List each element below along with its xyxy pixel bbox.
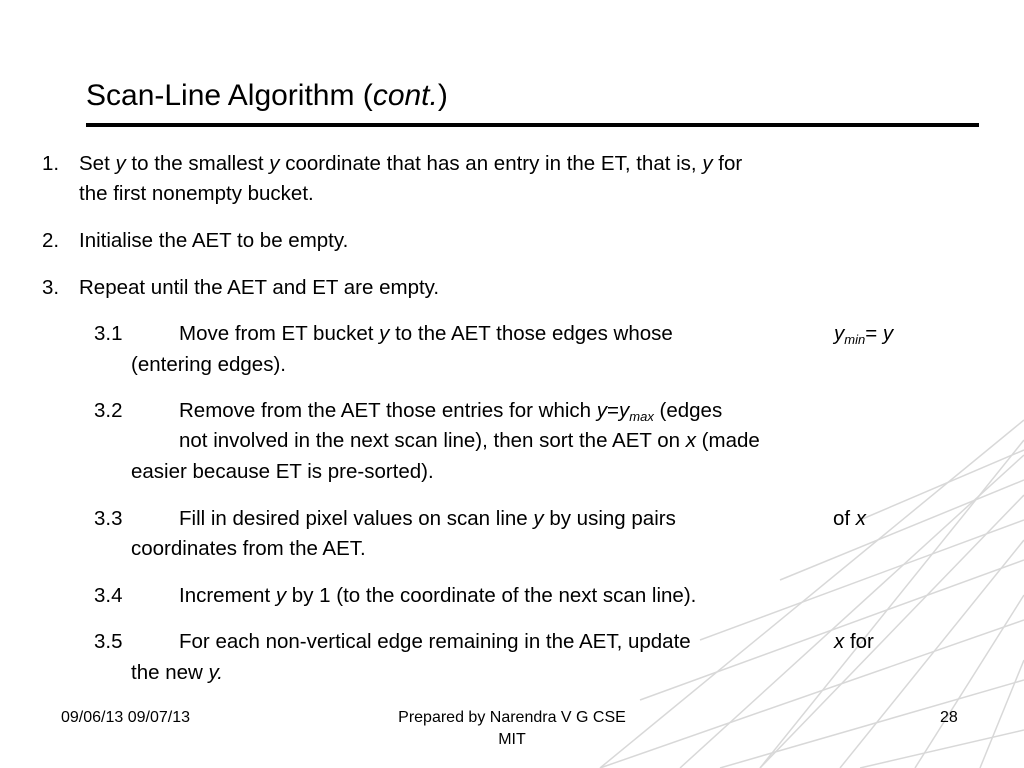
substep-3-5-line-1: For each non-vertical edge remaining in the AET, update xyxy=(179,630,691,653)
substep-3-3-of-x: of x xyxy=(833,507,867,530)
substep-3-1-number: 3.1 xyxy=(94,322,123,345)
substep-3-3-line-1: Fill in desired pixel values on scan line y by using pairs xyxy=(179,507,676,530)
substep-3-2-line-2: not involved in the next scan line), then sort the AET on x (made xyxy=(179,429,760,452)
substep-3-4-line-1: Increment y by 1 (to the coordinate of the next scan line). xyxy=(179,584,697,607)
substep-3-1-line-2: (entering edges). xyxy=(131,353,286,376)
title-text: Scan-Line Algorithm ( xyxy=(86,79,373,112)
substep-3-2-line-3: easier because ET is pre-sorted). xyxy=(131,460,434,483)
substep-3-5-x-for: x for xyxy=(834,630,874,653)
footer-author xyxy=(370,707,654,751)
footer-author-line-1: Prepared by Narendra V G CSE xyxy=(398,709,626,726)
substep-3-5-line-2: the new y. xyxy=(131,661,223,684)
step-3-text: Repeat until the AET and ET are empty. xyxy=(79,276,440,299)
substep-3-2-number: 3.2 xyxy=(94,399,123,422)
footer-author-line-2: MIT xyxy=(498,731,526,748)
substep-3-2-line-1: Remove from the AET those entries for which $y=y_{max}$ (edges xyxy=(179,399,723,424)
title-close-paren: ) xyxy=(437,79,448,112)
substep-3-1-ymin: $y_{min}= y$ xyxy=(834,322,894,347)
substep-3-3-number: 3.3 xyxy=(94,507,123,530)
step-2-text: Initialise the AET to be empty. xyxy=(79,229,349,252)
step-3-number: 3. xyxy=(42,276,60,299)
step-1-line-2: the first nonempty bucket. xyxy=(79,182,314,205)
footer-date: 09/06/13 09/07/13 xyxy=(61,709,191,726)
substep-3-4-number: 3.4 xyxy=(94,584,123,607)
step-1-number: 1. xyxy=(42,152,60,175)
title-italic: cont. xyxy=(372,79,438,112)
substep-3-3-line-2: coordinates from the AET. xyxy=(131,537,366,560)
substep-3-1-line-1: Move from ET bucket y to the AET those edges whose xyxy=(179,322,673,345)
substep-3-5-number: 3.5 xyxy=(94,630,123,653)
footer-page-number: 28 xyxy=(940,709,958,726)
step-1-line-1: Set y to the smallest y coordinate that has an entry in the ET, that is, y for xyxy=(79,152,743,175)
step-2-number: 2. xyxy=(42,229,60,252)
